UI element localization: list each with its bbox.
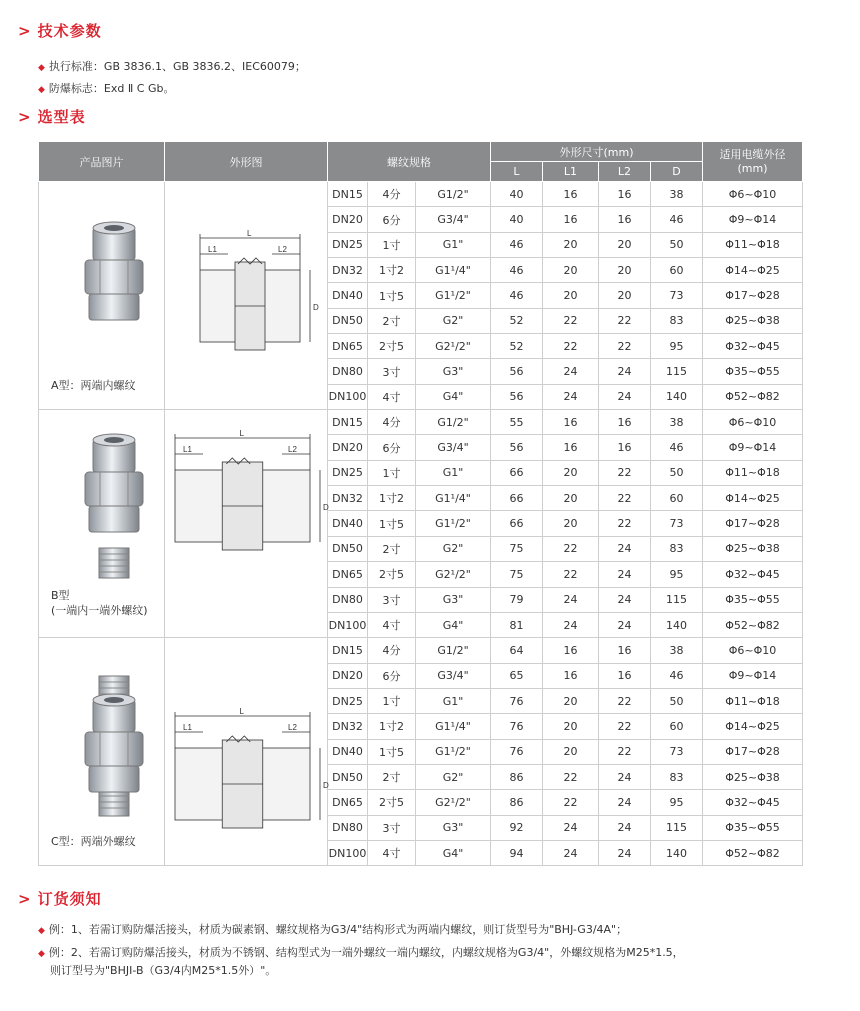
cell-thread: G3/4" bbox=[416, 207, 491, 232]
cell-dim-L: 52 bbox=[491, 334, 543, 359]
outline-drawing bbox=[165, 230, 328, 370]
chevron-right-icon: > bbox=[18, 108, 32, 126]
cell-cable-diameter: Φ25~Φ38 bbox=[703, 764, 803, 789]
cell-size: 1寸2 bbox=[368, 258, 416, 283]
cell-dim-L2: 24 bbox=[599, 536, 651, 561]
cell-thread: G1" bbox=[416, 460, 491, 485]
cell-dim-D: 50 bbox=[651, 688, 703, 713]
cell-size: 6分 bbox=[368, 435, 416, 460]
tech-line-marking: ◆ 防爆标志：Exd Ⅱ C Gb。 bbox=[38, 82, 175, 95]
cell-thread: G2¹/2" bbox=[416, 562, 491, 587]
cell-dim-D: 83 bbox=[651, 536, 703, 561]
dim-label-D: D bbox=[323, 503, 329, 513]
cell-dim-D: 115 bbox=[651, 587, 703, 612]
dim-label-L: L bbox=[247, 229, 252, 238]
cell-thread: G4" bbox=[416, 840, 491, 865]
cell-dim-D: 95 bbox=[651, 562, 703, 587]
cell-cable-diameter: Φ11~Φ18 bbox=[703, 688, 803, 713]
cell-dn: DN100 bbox=[328, 384, 368, 409]
cell-dim-L2: 24 bbox=[599, 790, 651, 815]
cell-thread: G2" bbox=[416, 764, 491, 789]
cell-size: 1寸5 bbox=[368, 739, 416, 764]
cell-cable-diameter: Φ32~Φ45 bbox=[703, 562, 803, 587]
table-row bbox=[39, 638, 803, 663]
outline-drawing bbox=[165, 430, 328, 570]
cell-dn: DN65 bbox=[328, 790, 368, 815]
cell-thread: G1/2" bbox=[416, 182, 491, 207]
header-L: L bbox=[491, 162, 543, 182]
cell-dim-D: 95 bbox=[651, 334, 703, 359]
cell-thread: G1" bbox=[416, 232, 491, 257]
cell-dim-L2: 22 bbox=[599, 308, 651, 333]
cell-thread: G3" bbox=[416, 359, 491, 384]
cell-size: 4分 bbox=[368, 410, 416, 435]
diamond-bullet-icon: ◆ bbox=[38, 949, 45, 959]
cell-dim-L1: 24 bbox=[543, 384, 599, 409]
cell-size: 2寸5 bbox=[368, 790, 416, 815]
product-image-cell bbox=[39, 410, 165, 638]
cell-dim-L2: 22 bbox=[599, 460, 651, 485]
cell-dn: DN100 bbox=[328, 612, 368, 637]
dim-label-L: L bbox=[239, 429, 244, 439]
selection-table bbox=[38, 141, 803, 866]
cell-cable-diameter: Φ35~Φ55 bbox=[703, 815, 803, 840]
cell-dim-D: 60 bbox=[651, 714, 703, 739]
cell-dim-L1: 22 bbox=[543, 536, 599, 561]
cell-dim-L2: 24 bbox=[599, 562, 651, 587]
cell-dim-D: 115 bbox=[651, 815, 703, 840]
cell-cable-diameter: Φ52~Φ82 bbox=[703, 384, 803, 409]
outline-drawing-cell bbox=[165, 638, 328, 866]
cell-cable-diameter: Φ17~Φ28 bbox=[703, 511, 803, 536]
cell-dim-L2: 22 bbox=[599, 511, 651, 536]
cell-thread: G1¹/4" bbox=[416, 714, 491, 739]
product-image-cell bbox=[39, 638, 165, 866]
cell-dim-L2: 16 bbox=[599, 663, 651, 688]
cell-dim-L1: 20 bbox=[543, 486, 599, 511]
dim-label-L1: L1 bbox=[183, 445, 192, 455]
cell-size: 1寸 bbox=[368, 460, 416, 485]
cell-dn: DN50 bbox=[328, 536, 368, 561]
dim-label-L1: L1 bbox=[183, 723, 192, 733]
cell-cable-diameter: Φ6~Φ10 bbox=[703, 410, 803, 435]
cell-dim-L: 56 bbox=[491, 435, 543, 460]
chevron-right-icon: > bbox=[18, 890, 32, 908]
cell-dn: DN32 bbox=[328, 258, 368, 283]
cell-thread: G4" bbox=[416, 384, 491, 409]
product-image-cell bbox=[39, 182, 165, 410]
cell-dim-D: 73 bbox=[651, 739, 703, 764]
cell-cable-diameter: Φ9~Φ14 bbox=[703, 207, 803, 232]
cell-thread: G1" bbox=[416, 688, 491, 713]
cell-dim-L: 76 bbox=[491, 739, 543, 764]
cell-dim-L: 66 bbox=[491, 486, 543, 511]
cell-size: 2寸5 bbox=[368, 562, 416, 587]
cell-dim-L1: 16 bbox=[543, 182, 599, 207]
cell-size: 6分 bbox=[368, 207, 416, 232]
cell-cable-diameter: Φ52~Φ82 bbox=[703, 612, 803, 637]
union-fitting-image bbox=[69, 674, 159, 824]
cell-dn: DN15 bbox=[328, 638, 368, 663]
cell-dim-D: 60 bbox=[651, 258, 703, 283]
cell-dim-L1: 24 bbox=[543, 840, 599, 865]
cell-dim-L1: 24 bbox=[543, 359, 599, 384]
cell-size: 3寸 bbox=[368, 815, 416, 840]
cell-cable-diameter: Φ25~Φ38 bbox=[703, 308, 803, 333]
cell-dim-L: 40 bbox=[491, 182, 543, 207]
cell-dim-L2: 16 bbox=[599, 638, 651, 663]
outline-drawing-cell bbox=[165, 410, 328, 638]
cell-dn: DN40 bbox=[328, 739, 368, 764]
cell-thread: G1/2" bbox=[416, 638, 491, 663]
cell-dim-D: 50 bbox=[651, 232, 703, 257]
cell-cable-diameter: Φ17~Φ28 bbox=[703, 283, 803, 308]
cell-dim-L1: 22 bbox=[543, 308, 599, 333]
cell-cable-diameter: Φ52~Φ82 bbox=[703, 840, 803, 865]
cell-dim-L2: 16 bbox=[599, 182, 651, 207]
cell-thread: G4" bbox=[416, 612, 491, 637]
cell-cable-diameter: Φ14~Φ25 bbox=[703, 258, 803, 283]
cell-cable-diameter: Φ6~Φ10 bbox=[703, 182, 803, 207]
cell-dim-L2: 20 bbox=[599, 232, 651, 257]
cell-dim-L2: 20 bbox=[599, 283, 651, 308]
cell-dn: DN80 bbox=[328, 815, 368, 840]
cell-size: 1寸5 bbox=[368, 283, 416, 308]
cell-cable-diameter: Φ35~Φ55 bbox=[703, 587, 803, 612]
cell-thread: G3" bbox=[416, 587, 491, 612]
cell-dn: DN15 bbox=[328, 182, 368, 207]
union-fitting-image bbox=[69, 430, 159, 580]
cell-dim-L2: 24 bbox=[599, 840, 651, 865]
order-line-3: 则订型号为"BHJI-B（G3/4内M25*1.5外）"。 bbox=[50, 964, 277, 977]
cell-dn: DN40 bbox=[328, 511, 368, 536]
cell-dim-D: 140 bbox=[651, 384, 703, 409]
type-label: C型：两端外螺纹 bbox=[51, 835, 136, 849]
tech-line-standard: ◆ 执行标准：GB 3836.1、GB 3836.2、IEC60079； bbox=[38, 60, 306, 73]
cell-dim-L: 75 bbox=[491, 536, 543, 561]
cell-size: 4分 bbox=[368, 638, 416, 663]
cell-thread: G1¹/2" bbox=[416, 739, 491, 764]
cell-dim-L1: 20 bbox=[543, 232, 599, 257]
cell-dim-L2: 16 bbox=[599, 207, 651, 232]
cell-dim-L1: 24 bbox=[543, 815, 599, 840]
cell-dim-L1: 22 bbox=[543, 562, 599, 587]
cell-cable-diameter: Φ32~Φ45 bbox=[703, 334, 803, 359]
cell-dn: DN80 bbox=[328, 359, 368, 384]
cell-dim-L: 40 bbox=[491, 207, 543, 232]
cell-dim-L1: 24 bbox=[543, 587, 599, 612]
cell-dim-L2: 24 bbox=[599, 587, 651, 612]
cell-cable-diameter: Φ11~Φ18 bbox=[703, 232, 803, 257]
type-label: A型：两端内螺纹 bbox=[51, 379, 136, 392]
type-label: B型 (一端内一端外螺纹) bbox=[51, 589, 148, 618]
cell-dim-L1: 20 bbox=[543, 714, 599, 739]
cell-dim-D: 46 bbox=[651, 435, 703, 460]
cell-dim-D: 83 bbox=[651, 308, 703, 333]
cell-dim-L1: 22 bbox=[543, 764, 599, 789]
diamond-bullet-icon: ◆ bbox=[38, 85, 45, 95]
outline-drawing bbox=[165, 708, 328, 848]
section-title-order: > 订货须知 bbox=[18, 890, 102, 908]
dim-label-D: D bbox=[313, 303, 319, 312]
header-L1: L1 bbox=[543, 162, 599, 182]
cell-size: 4分 bbox=[368, 182, 416, 207]
cell-thread: G3/4" bbox=[416, 435, 491, 460]
diamond-bullet-icon: ◆ bbox=[38, 926, 45, 936]
cell-dim-L2: 22 bbox=[599, 739, 651, 764]
cell-thread: G2¹/2" bbox=[416, 790, 491, 815]
cell-thread: G2" bbox=[416, 536, 491, 561]
cell-cable-diameter: Φ25~Φ38 bbox=[703, 536, 803, 561]
cell-dim-L2: 24 bbox=[599, 384, 651, 409]
cell-dim-D: 38 bbox=[651, 182, 703, 207]
cell-dim-D: 140 bbox=[651, 840, 703, 865]
cell-dim-L: 64 bbox=[491, 638, 543, 663]
cell-dim-L1: 16 bbox=[543, 410, 599, 435]
cell-dim-L: 86 bbox=[491, 790, 543, 815]
header-D: D bbox=[651, 162, 703, 182]
header-drawing: 外形图 bbox=[165, 142, 328, 182]
cell-dim-D: 140 bbox=[651, 612, 703, 637]
cell-size: 2寸 bbox=[368, 536, 416, 561]
cell-dim-L1: 16 bbox=[543, 663, 599, 688]
cell-thread: G3" bbox=[416, 815, 491, 840]
cell-size: 2寸5 bbox=[368, 334, 416, 359]
cell-thread: G1¹/4" bbox=[416, 486, 491, 511]
dim-label-L2: L2 bbox=[288, 445, 297, 455]
cell-dim-L2: 16 bbox=[599, 435, 651, 460]
cell-dim-L2: 24 bbox=[599, 359, 651, 384]
cell-dim-L2: 20 bbox=[599, 258, 651, 283]
cell-dn: DN15 bbox=[328, 410, 368, 435]
cell-dim-L: 55 bbox=[491, 410, 543, 435]
union-fitting-image bbox=[69, 218, 159, 368]
section-title-select: > 选型表 bbox=[18, 108, 86, 126]
cell-size: 1寸2 bbox=[368, 714, 416, 739]
cell-dim-D: 73 bbox=[651, 511, 703, 536]
cell-dim-L2: 24 bbox=[599, 815, 651, 840]
cell-size: 1寸2 bbox=[368, 486, 416, 511]
cell-dim-L1: 16 bbox=[543, 638, 599, 663]
cell-dn: DN50 bbox=[328, 764, 368, 789]
cell-size: 3寸 bbox=[368, 359, 416, 384]
cell-cable-diameter: Φ9~Φ14 bbox=[703, 663, 803, 688]
cell-dim-D: 73 bbox=[651, 283, 703, 308]
cell-dn: DN32 bbox=[328, 714, 368, 739]
cell-dim-L: 81 bbox=[491, 612, 543, 637]
cell-dim-L: 66 bbox=[491, 511, 543, 536]
cell-thread: G1¹/2" bbox=[416, 511, 491, 536]
cell-dim-D: 60 bbox=[651, 486, 703, 511]
cell-cable-diameter: Φ32~Φ45 bbox=[703, 790, 803, 815]
cell-dn: DN20 bbox=[328, 435, 368, 460]
cell-dim-L: 66 bbox=[491, 460, 543, 485]
cell-size: 1寸 bbox=[368, 232, 416, 257]
cell-dim-L1: 20 bbox=[543, 511, 599, 536]
outline-drawing-cell bbox=[165, 182, 328, 410]
cell-dim-L1: 22 bbox=[543, 334, 599, 359]
cell-dn: DN20 bbox=[328, 207, 368, 232]
cell-dim-L2: 22 bbox=[599, 714, 651, 739]
cell-dim-L1: 16 bbox=[543, 435, 599, 460]
cell-dim-L1: 24 bbox=[543, 612, 599, 637]
cell-dim-D: 38 bbox=[651, 638, 703, 663]
cell-cable-diameter: Φ6~Φ10 bbox=[703, 638, 803, 663]
cell-dim-L2: 24 bbox=[599, 612, 651, 637]
cell-thread: G1¹/2" bbox=[416, 283, 491, 308]
cell-cable-diameter: Φ11~Φ18 bbox=[703, 460, 803, 485]
cell-size: 4寸 bbox=[368, 840, 416, 865]
cell-dim-L: 46 bbox=[491, 258, 543, 283]
cell-cable-diameter: Φ9~Φ14 bbox=[703, 435, 803, 460]
cell-dim-L: 46 bbox=[491, 283, 543, 308]
section-title-tech: > 技术参数 bbox=[18, 22, 102, 40]
order-line-2: ◆ 例：2、若需订购防爆活接头，材质为不锈钢、结构型式为一端外螺纹一端内螺纹，内螺纹规格为G3/4"，外螺纹规格为M25*1.5， bbox=[38, 946, 684, 959]
header-thread: 螺纹规格 bbox=[328, 142, 491, 182]
cell-dn: DN100 bbox=[328, 840, 368, 865]
cell-dim-L1: 20 bbox=[543, 460, 599, 485]
cell-dim-L2: 24 bbox=[599, 764, 651, 789]
header-L2: L2 bbox=[599, 162, 651, 182]
cell-dim-L: 86 bbox=[491, 764, 543, 789]
cell-size: 6分 bbox=[368, 663, 416, 688]
header-dims: 外形尺寸(mm) bbox=[491, 142, 703, 162]
cell-dim-D: 38 bbox=[651, 410, 703, 435]
cell-dim-L: 75 bbox=[491, 562, 543, 587]
cell-dim-D: 46 bbox=[651, 663, 703, 688]
cell-dim-D: 83 bbox=[651, 764, 703, 789]
cell-dim-L: 76 bbox=[491, 714, 543, 739]
diamond-bullet-icon: ◆ bbox=[38, 63, 45, 73]
cell-dim-L: 65 bbox=[491, 663, 543, 688]
header-image: 产品图片 bbox=[39, 142, 165, 182]
cell-cable-diameter: Φ14~Φ25 bbox=[703, 714, 803, 739]
cell-size: 1寸5 bbox=[368, 511, 416, 536]
cell-dim-L: 94 bbox=[491, 840, 543, 865]
cell-dim-L: 56 bbox=[491, 384, 543, 409]
dim-label-L1: L1 bbox=[208, 245, 217, 254]
cell-dn: DN80 bbox=[328, 587, 368, 612]
cell-size: 3寸 bbox=[368, 587, 416, 612]
order-line-1: ◆ 例：1、若需订购防爆活接头，材质为碳素钢、螺纹规格为G3/4"结构形式为两端内螺纹，则订货型号为"BHJ-G3/4A"； bbox=[38, 923, 628, 936]
table-row bbox=[39, 182, 803, 207]
cell-dim-L2: 22 bbox=[599, 688, 651, 713]
cell-dn: DN25 bbox=[328, 688, 368, 713]
cell-dim-D: 115 bbox=[651, 359, 703, 384]
cell-size: 2寸 bbox=[368, 308, 416, 333]
dim-label-L2: L2 bbox=[278, 245, 287, 254]
cell-size: 4寸 bbox=[368, 384, 416, 409]
cell-dim-L1: 20 bbox=[543, 688, 599, 713]
cell-dim-L: 92 bbox=[491, 815, 543, 840]
cell-cable-diameter: Φ17~Φ28 bbox=[703, 739, 803, 764]
cell-dn: DN50 bbox=[328, 308, 368, 333]
cell-dim-L2: 22 bbox=[599, 334, 651, 359]
cell-size: 4寸 bbox=[368, 612, 416, 637]
cell-dn: DN20 bbox=[328, 663, 368, 688]
cell-thread: G2" bbox=[416, 308, 491, 333]
cell-cable-diameter: Φ35~Φ55 bbox=[703, 359, 803, 384]
cell-thread: G1¹/4" bbox=[416, 258, 491, 283]
cell-dim-L1: 20 bbox=[543, 739, 599, 764]
cell-dim-L: 79 bbox=[491, 587, 543, 612]
cell-dim-L1: 22 bbox=[543, 790, 599, 815]
cell-size: 2寸 bbox=[368, 764, 416, 789]
cell-dim-L2: 16 bbox=[599, 410, 651, 435]
cell-dn: DN25 bbox=[328, 460, 368, 485]
cell-dim-L2: 22 bbox=[599, 486, 651, 511]
dim-label-L2: L2 bbox=[288, 723, 297, 733]
cell-thread: G3/4" bbox=[416, 663, 491, 688]
chevron-right-icon: > bbox=[18, 22, 32, 40]
cell-dn: DN65 bbox=[328, 562, 368, 587]
dim-label-L: L bbox=[239, 707, 244, 717]
cell-dim-L: 46 bbox=[491, 232, 543, 257]
cell-dim-L: 56 bbox=[491, 359, 543, 384]
cell-dn: DN65 bbox=[328, 334, 368, 359]
cell-cable-diameter: Φ14~Φ25 bbox=[703, 486, 803, 511]
cell-dim-L: 76 bbox=[491, 688, 543, 713]
cell-dim-L1: 20 bbox=[543, 258, 599, 283]
cell-dim-L1: 16 bbox=[543, 207, 599, 232]
cell-dim-D: 50 bbox=[651, 460, 703, 485]
table-row bbox=[39, 410, 803, 435]
cell-dn: DN25 bbox=[328, 232, 368, 257]
cell-dn: DN40 bbox=[328, 283, 368, 308]
cell-dim-L: 52 bbox=[491, 308, 543, 333]
cell-dim-D: 95 bbox=[651, 790, 703, 815]
header-cable: 适用电缆外径 (mm) bbox=[703, 142, 803, 182]
dim-label-D: D bbox=[323, 781, 329, 791]
cell-dim-L1: 20 bbox=[543, 283, 599, 308]
cell-size: 1寸 bbox=[368, 688, 416, 713]
cell-thread: G1/2" bbox=[416, 410, 491, 435]
cell-dn: DN32 bbox=[328, 486, 368, 511]
cell-thread: G2¹/2" bbox=[416, 334, 491, 359]
cell-dim-D: 46 bbox=[651, 207, 703, 232]
